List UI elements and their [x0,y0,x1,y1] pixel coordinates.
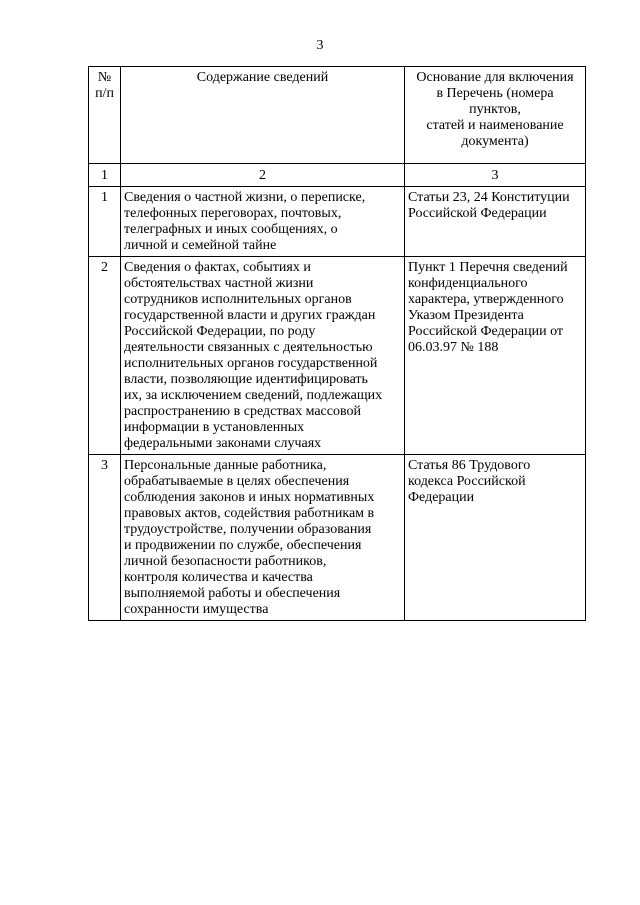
row-number: 3 [89,455,121,621]
column-number-row [89,164,586,187]
row-number: 1 [89,187,121,257]
row-content: Сведения о частной жизни, о переписке, телефонных переговорах, почтовых, телеграфных и иных сообщениях, о личной и семейной тайне [121,187,405,257]
column-number-3: 3 [405,164,586,187]
column-number-1: 1 [89,164,121,187]
header-basis: Основание для включения в Перечень (номера пунктов, статей и наименование документа) [405,67,586,164]
row-content: Персональные данные работника, обрабатываемые в целях обеспечения соблюдения законов и иных нормативных правовых актов, содействия работникам в трудоустройстве, получении образования и продвижении по службе, обеспечения личной безопасности работников, контроля количества и качества выполняемой работы и обеспечения сохранности имущества [121,455,405,621]
row-content: Сведения о фактах, событиях и обстоятельствах частной жизни сотрудников исполнительных органов государственной власти и других граждан Российской Федерации, по роду деятельности связанных с деятельностью исполнительных органов государственной власти, позволяющие идентифицировать их, за исключением сведений, подлежащих распространению в средствах массовой информации в установленных федеральными законами случаях [121,257,405,455]
row-number: 2 [89,257,121,455]
table-row [89,187,586,257]
header-content: Содержание сведений [121,67,405,164]
header-number: № п/п [89,67,121,164]
table-row [89,455,586,621]
page-number: 3 [316,38,324,53]
row-basis: Статья 86 Трудового кодекса Российской Федерации [405,455,586,621]
row-basis: Пункт 1 Перечня сведений конфиденциального характера, утвержденного Указом Президента Российской Федерации от 06.03.97 № 188 [405,257,586,455]
data-table [88,66,586,621]
column-number-2: 2 [121,164,405,187]
table-header-row [89,67,586,164]
row-basis: Статьи 23, 24 Конституции Российской Федерации [405,187,586,257]
table-row [89,257,586,455]
